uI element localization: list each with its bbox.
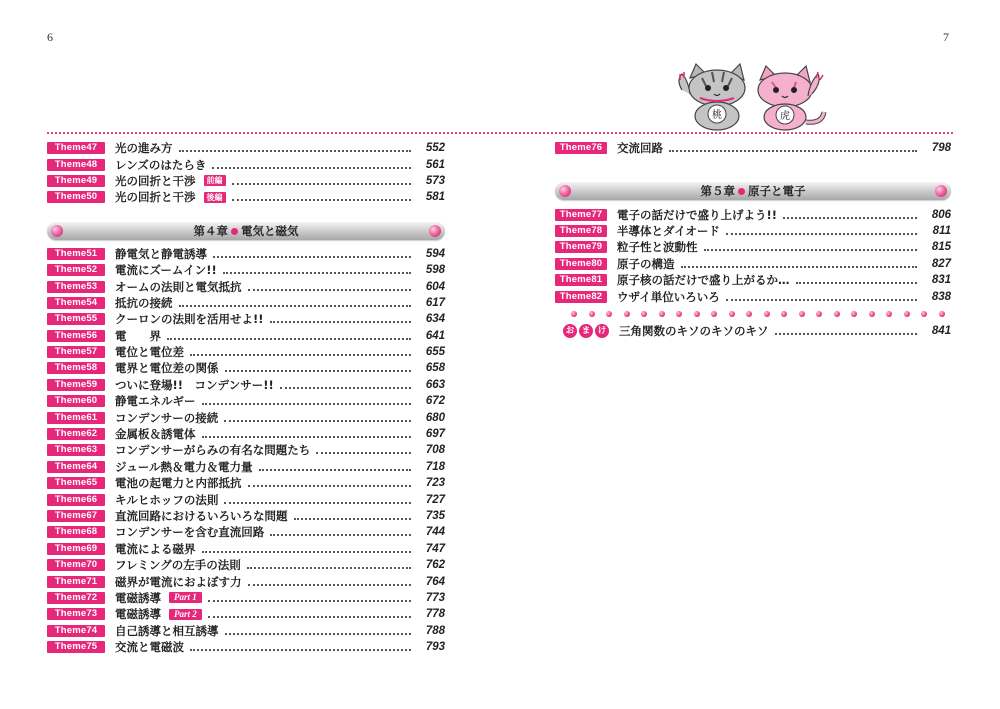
toc-row-page: 744 [425, 526, 445, 539]
part-tag: 前編 [204, 175, 226, 186]
theme-badge: Theme66 [47, 494, 105, 506]
toc-row[interactable] [47, 246, 445, 262]
dot-leader [280, 387, 411, 389]
toc-row-title: 電流による磁界 [115, 541, 196, 556]
dot-leader [775, 333, 918, 335]
toc-row-page: 672 [425, 395, 445, 408]
theme-badge: Theme82 [555, 291, 607, 303]
dot-leader [208, 616, 411, 618]
toc-row-title: オームの法則と電気抵抗 [115, 279, 242, 294]
toc-row-page: 762 [425, 559, 445, 572]
toc-row-page: 552 [425, 142, 445, 155]
dot-leader [669, 150, 917, 152]
toc-row-title: 半導体とダイオード [617, 223, 720, 238]
theme-badge: Theme68 [47, 526, 105, 538]
dot-leader [190, 649, 411, 651]
dot-leader [248, 485, 412, 487]
toc-row-title: コンデンサーの接続 [115, 410, 219, 425]
toc-row[interactable] [47, 393, 445, 409]
toc-row[interactable] [47, 295, 445, 311]
toc-row[interactable] [555, 239, 951, 255]
toc-row-page: 778 [425, 608, 445, 621]
theme-badge: Theme79 [555, 241, 607, 253]
toc-row[interactable] [47, 173, 445, 189]
toc-row-page: 727 [425, 493, 445, 506]
part-tag: Part 2 [169, 609, 202, 620]
toc-row[interactable] [555, 272, 951, 288]
theme-badge: Theme80 [555, 258, 607, 270]
toc-row[interactable] [47, 328, 445, 344]
top-dotted-rule [47, 132, 953, 134]
theme-badge: Theme77 [555, 209, 607, 221]
toc-row[interactable] [47, 639, 445, 655]
chapter-header-5 [555, 182, 951, 200]
theme-badge: Theme76 [555, 142, 607, 154]
toc-row[interactable] [47, 606, 445, 622]
theme-badge: Theme78 [555, 225, 607, 237]
toc-row-page: 655 [425, 346, 445, 359]
theme-badge: Theme49 [47, 175, 105, 187]
part-tag: Part 1 [169, 592, 202, 603]
toc-row-title: 交流回路 [617, 141, 663, 156]
dot-leader [247, 567, 411, 569]
dot-leader [167, 338, 411, 340]
theme-badge: Theme65 [47, 477, 105, 489]
dot-leader [202, 551, 412, 553]
theme-badge: Theme51 [47, 248, 105, 260]
toc-row-page: 598 [425, 264, 445, 277]
toc-row-title: 原子の構造 [617, 256, 675, 271]
toc-row-page: 793 [425, 641, 445, 654]
toc-row-omake[interactable] [555, 322, 951, 340]
toc-row-title: 三角関数のキソのキソのキソ [619, 323, 769, 338]
dot-leader [225, 633, 412, 635]
omake-badge-o: お [563, 324, 577, 338]
toc-row[interactable] [47, 491, 445, 507]
dot-leader [232, 199, 412, 201]
toc-row[interactable] [47, 590, 445, 606]
toc-right-column [555, 140, 951, 340]
theme-badge: Theme58 [47, 362, 105, 374]
toc-row-page: 573 [425, 174, 445, 187]
theme-badge: Theme47 [47, 142, 105, 154]
toc-row[interactable] [555, 256, 951, 272]
theme-badge: Theme69 [47, 543, 105, 555]
toc-row-page: 697 [425, 428, 445, 441]
toc-row-title: キルヒホッフの法則 [115, 492, 219, 507]
theme-badge: Theme64 [47, 461, 105, 473]
toc-row-page: 788 [425, 624, 445, 637]
toc-row-title: コンデンサーがらみの有名な問題たち [115, 443, 311, 458]
dot-leader [225, 370, 412, 372]
dot-leader [179, 150, 412, 152]
toc-row-title: 磁界が電流におよぼす力 [115, 574, 242, 589]
toc-row-title: 静電エネルギー [115, 394, 196, 409]
theme-badge: Theme54 [47, 297, 105, 309]
toc-row-page: 827 [931, 257, 951, 270]
toc-row[interactable] [555, 206, 951, 222]
dot-leader [208, 600, 411, 602]
theme-badge: Theme50 [47, 191, 105, 203]
toc-row-title: ジュール熱＆電力＆電力量 [115, 459, 253, 474]
toc-row-page: 561 [425, 158, 445, 171]
dot-leader [316, 452, 411, 454]
theme-badge: Theme52 [47, 264, 105, 276]
toc-row-title: 交流と電磁波 [115, 640, 184, 655]
theme-badge: Theme61 [47, 412, 105, 424]
toc-row-page: 658 [425, 362, 445, 375]
toc-row-page: 604 [425, 280, 445, 293]
toc-row-page: 594 [425, 247, 445, 260]
toc-row[interactable] [47, 140, 445, 156]
toc-row-title: 金属板＆誘電体 [115, 427, 196, 442]
pink-cat-icon [758, 66, 824, 130]
chapter-header-4 [47, 222, 445, 240]
dot-leader [270, 534, 411, 536]
theme-badge: Theme71 [47, 576, 105, 588]
svg-text:虎: 虎 [780, 111, 790, 122]
toc-row-title: 電磁誘導 [115, 607, 161, 622]
toc-row[interactable] [555, 223, 951, 239]
theme-badge: Theme74 [47, 625, 105, 637]
dot-leader [202, 436, 412, 438]
toc-row-title: 原子核の話だけで盛り上がるか… [617, 273, 790, 288]
toc-row-page: 617 [425, 296, 445, 309]
svg-text:桃: 桃 [712, 110, 722, 121]
toc-row-title: 自己誘導と相互誘導 [115, 623, 219, 638]
toc-row-page: 773 [425, 591, 445, 604]
part-tag: 後編 [204, 192, 226, 203]
theme-badge: Theme53 [47, 281, 105, 293]
toc-row-page: 815 [931, 241, 951, 254]
toc-row-title: 静電気と静電誘導 [115, 246, 207, 261]
dot-leader [294, 518, 412, 520]
toc-row-page: 581 [425, 191, 445, 204]
toc-row-page: 718 [425, 460, 445, 473]
toc-row[interactable] [555, 140, 951, 156]
mascot-cats-illustration [672, 60, 832, 132]
toc-row-title: 抵抗の接続 [115, 295, 173, 310]
toc-row-title: 直流回路におけるいろいろな問題 [115, 509, 288, 523]
toc-row[interactable] [47, 442, 445, 458]
toc-row[interactable] [47, 409, 445, 425]
toc-row[interactable] [47, 524, 445, 540]
dot-leader [726, 299, 917, 301]
omake-badge-ma: ま [579, 324, 593, 338]
toc-row[interactable] [47, 573, 445, 589]
toc-row-title: 電界と電位差の関係 [115, 361, 219, 376]
toc-row[interactable] [47, 311, 445, 327]
dot-leader [179, 305, 412, 307]
dot-leader [704, 249, 918, 251]
theme-badge: Theme67 [47, 510, 105, 522]
page-number-right: 7 [943, 30, 949, 44]
toc-row-page: 634 [425, 313, 445, 326]
dot-leader [190, 354, 411, 356]
dot-leader [270, 321, 412, 323]
toc-row[interactable] [555, 288, 951, 304]
toc-row-page: 764 [425, 575, 445, 588]
dot-leader [248, 584, 412, 586]
toc-row-page: 680 [425, 411, 445, 424]
toc-left-column [47, 140, 445, 655]
toc-row-page: 735 [425, 510, 445, 522]
toc-row-title: 電池の起電力と内部抵抗 [115, 476, 242, 491]
theme-badge: Theme57 [47, 346, 105, 358]
toc-row-page: 831 [931, 274, 951, 287]
theme-badge: Theme55 [47, 313, 105, 325]
toc-row-title: 電流にズームイン!! [115, 263, 217, 278]
toc-row[interactable] [47, 541, 445, 557]
chapter-title: 第５章 原子と電子 [700, 184, 806, 199]
toc-row[interactable] [47, 623, 445, 639]
bullet-icon [738, 188, 745, 195]
toc-row[interactable] [47, 189, 445, 205]
dot-leader [783, 217, 917, 219]
theme-badge: Theme60 [47, 395, 105, 407]
toc-row-page: 708 [425, 444, 445, 457]
toc-row[interactable] [47, 426, 445, 442]
toc-row-page: 841 [931, 324, 951, 337]
dot-leader [681, 266, 918, 268]
bullet-icon [231, 228, 238, 235]
dot-leader [224, 420, 411, 422]
toc-section-electricity [47, 246, 445, 656]
toc-row[interactable] [47, 557, 445, 573]
grey-cat-icon [679, 64, 745, 130]
toc-section-optics [47, 140, 445, 206]
toc-section-atoms [555, 206, 951, 304]
dot-leader [224, 502, 411, 504]
toc-row-title: 電位と電位差 [115, 345, 184, 360]
omake-badges [563, 324, 611, 338]
toc-row[interactable] [47, 459, 445, 475]
toc-row-page: 747 [425, 542, 445, 555]
dot-leader [259, 469, 411, 471]
toc-row[interactable] [47, 262, 445, 278]
toc-row-title: 電子の話だけで盛り上げよう!! [617, 207, 777, 222]
dot-leader [212, 167, 411, 169]
toc-row-title: ついに登場!! コンデンサー!! [115, 377, 274, 392]
toc-row[interactable] [47, 475, 445, 491]
toc-row[interactable] [47, 278, 445, 294]
pink-dot-divider [571, 308, 945, 320]
theme-badge: Theme70 [47, 559, 105, 571]
toc-row-page: 806 [931, 208, 951, 221]
omake-badge-ke: け [595, 324, 609, 338]
toc-row[interactable] [47, 360, 445, 376]
toc-row-page: 663 [425, 378, 445, 391]
toc-row-title: フレミングの左手の法則 [115, 558, 241, 573]
dot-leader [248, 289, 412, 291]
toc-row-title: 光の回折と干渉 [115, 190, 196, 205]
theme-badge: Theme59 [47, 379, 105, 391]
page-number-left: 6 [47, 30, 53, 44]
dot-leader [223, 272, 411, 274]
toc-row-title: クーロンの法則を活用せよ!! [115, 312, 264, 327]
theme-badge: Theme81 [555, 274, 607, 286]
toc-row-title: レンズのはたらき [115, 157, 207, 172]
toc-row-title: コンデンサーを含む直流回路 [115, 525, 265, 540]
toc-section-ac [555, 140, 951, 156]
toc-row-title: 光の回折と干渉 [115, 173, 196, 188]
toc-row-title: 電 界 [115, 328, 161, 343]
toc-row[interactable] [47, 508, 445, 524]
theme-badge: Theme63 [47, 444, 105, 456]
toc-row-title: 電磁誘導 [115, 590, 161, 605]
chapter-title: 第４章 電気と磁気 [193, 223, 299, 238]
toc-row-page: 641 [425, 329, 445, 342]
theme-badge: Theme75 [47, 641, 105, 653]
theme-badge: Theme56 [47, 330, 105, 342]
dot-leader [796, 282, 918, 284]
toc-row-title: 光の進み方 [115, 141, 173, 156]
toc-row-page: 798 [931, 142, 951, 155]
theme-badge: Theme72 [47, 592, 105, 604]
theme-badge: Theme73 [47, 608, 105, 620]
theme-badge: Theme62 [47, 428, 105, 440]
toc-row-page: 838 [931, 290, 951, 303]
dot-leader [213, 256, 411, 258]
toc-row[interactable] [47, 156, 445, 172]
toc-row-title: ウザイ単位いろいろ [617, 289, 720, 304]
toc-row-page: 723 [425, 477, 445, 490]
toc-row[interactable] [47, 377, 445, 393]
dot-leader [202, 403, 412, 405]
toc-row[interactable] [47, 344, 445, 360]
toc-row-page: 811 [932, 224, 951, 237]
toc-row-title: 粒子性と波動性 [617, 240, 698, 255]
dot-leader [726, 233, 917, 235]
dot-leader [232, 183, 412, 185]
theme-badge: Theme48 [47, 159, 105, 171]
